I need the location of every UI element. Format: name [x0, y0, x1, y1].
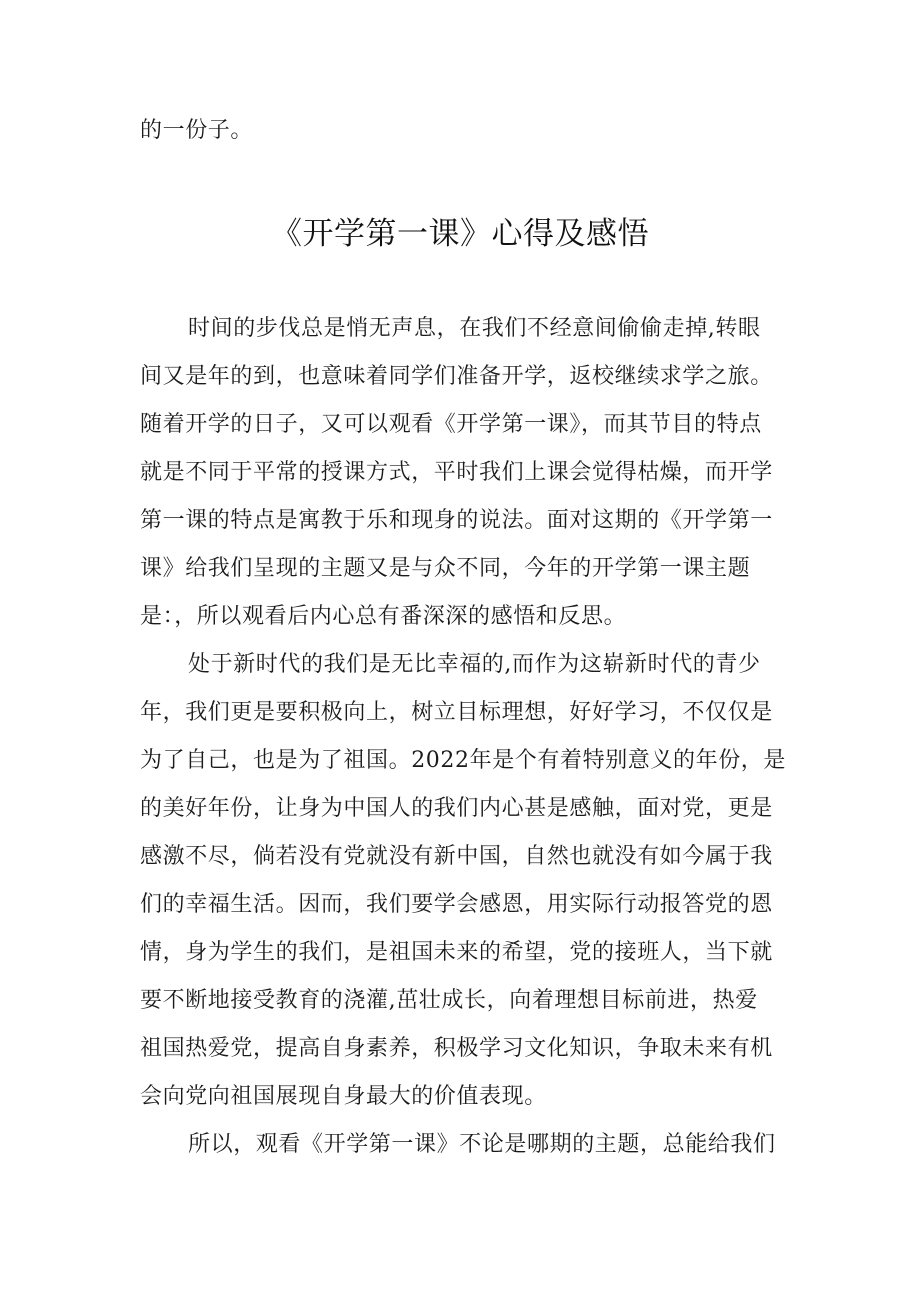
text-line: 间又是年的到，也意味着同学们准备开学，返校继续求学之旅。: [140, 364, 773, 389]
text-line: 会向党向祖国展现自身最大的价值表现。: [140, 1084, 547, 1109]
text-line: 要不断地接受教育的浇灌,茁壮成长，向着理想目标前进，热爱: [140, 988, 758, 1013]
text-line: 就是不同于平常的授课方式，平时我们上课会觉得枯燥，而开学: [140, 460, 773, 485]
text-line: 祖国热爱党，提高自身素养，积极学习文化知识，争取未来有机: [140, 1036, 773, 1061]
lead-line: 的一份子。: [140, 118, 254, 143]
text-line: 课》给我们呈现的主题又是与众不同，今年的开学第一课主题: [140, 556, 751, 581]
text-line: 随着开学的日子，又可以观看《开学第一课》，而其节目的特点: [140, 412, 762, 437]
text-line: 处于新时代的我们是无比幸福的,而作为这崭新时代的青少: [188, 652, 761, 677]
text-line: 第一课的特点是寓教于乐和现身的说法。面对这期的《开学第一: [140, 508, 773, 533]
text-line: 所以，观看《开学第一课》不论是哪期的主题，总能给我们: [188, 1132, 776, 1157]
text-line: 时间的步伐总是悄无声息，在我们不经意间偷偷走掉,转眼: [188, 316, 761, 341]
text-line: 情，身为学生的我们，是祖国未来的希望，党的接班人，当下就: [140, 940, 773, 965]
text-line: 是：，所以观看后内心总有番深深的感悟和反思。: [140, 604, 627, 629]
page-title: 《开学第一课》心得及感悟: [271, 216, 649, 252]
text-line: 感激不尽，倘若没有党就没有新中国，自然也就没有如今属于我: [140, 844, 773, 869]
text-line: 为了自己，也是为了祖国。2022年是个有着特别意义的年份，是: [140, 748, 786, 773]
text-line: 们的幸福生活。因而，我们要学会感恩，用实际行动报答党的恩: [140, 892, 773, 917]
text-line: 年，我们更是要积极向上，树立目标理想，好好学习，不仅仅是: [140, 700, 773, 725]
text-line: 的美好年份，让身为中国人的我们内心甚是感触，面对党，更是: [140, 796, 773, 821]
